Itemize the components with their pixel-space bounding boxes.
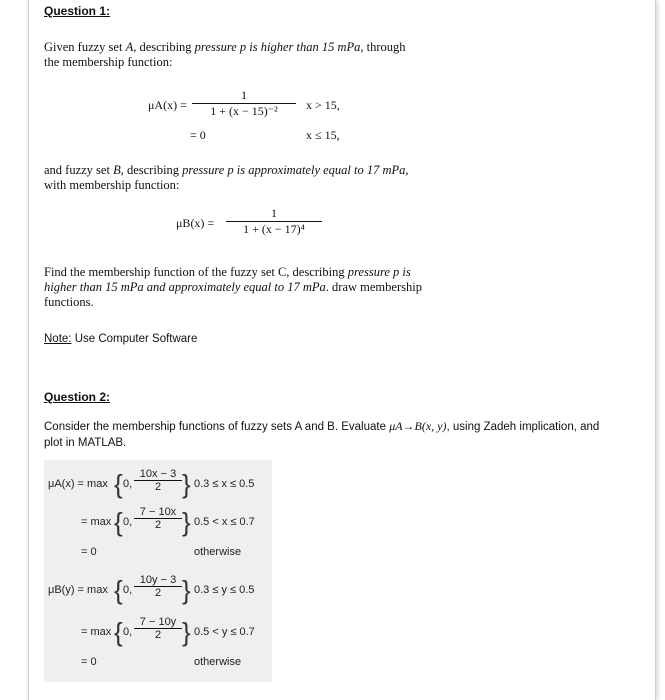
muA-row2: = max { 0, $\frac{7 - 10x}{2}$ } 0.5 < x ≤ 0.7 — [81, 506, 255, 537]
muA-cond1: x > 15, — [306, 98, 340, 112]
muB-lhs: μB(x) = — [176, 216, 215, 230]
muA-fraction: $\frac{1}{\text{1 + (x − 15)⁻²}}$ — [192, 88, 296, 119]
muA-lhs: μA(x) = — [148, 98, 187, 112]
muA-zero: = 0 — [190, 128, 206, 142]
q2-equations — [44, 460, 272, 682]
muB-formula — [176, 206, 376, 246]
muB-row2: = max { 0, $\frac{7 - 10y}{2}$ } 0.5 < y ≤ 0.7 — [81, 616, 255, 647]
q1-intro: Given fuzzy set A, describing pressure p is higher than 15 mPa, through the membership function: — [44, 40, 406, 69]
q2-title: Question 2: — [44, 390, 111, 404]
muA-cond2: x ≤ 15, — [306, 128, 340, 142]
q1-note: Note: Use Computer Software — [44, 333, 198, 345]
muA-row1: μA(x) = max { 0, $\frac{10x - 3}{2}$ } 0.3 ≤ x ≤ 0.5 — [48, 468, 255, 499]
muA-formula — [148, 88, 388, 148]
muB-fraction: $\frac{1}{\text{1 + (x − 17)⁴}}$ — [226, 206, 322, 237]
muA-row3: = 0 otherwise — [81, 546, 242, 558]
q1-title: Question 1: — [44, 4, 111, 18]
muB-row1: μB(y) = max { 0, $\frac{10y - 3}{2}$ } 0.3 ≤ y ≤ 0.5 — [48, 574, 255, 605]
q1-setB-text: and fuzzy set B, describing pressure p is approximately equal to 17 mPa, with membership function: — [44, 163, 409, 192]
q1-find-text: Find the membership function of the fuzzy set C, describing pressure p is higher than 15 mPa and approximately equal to 17 mPa. draw membership functions. — [44, 265, 422, 309]
q2-intro: Consider the membership functions of fuzzy sets A and B. Evaluate μA→B(x, y), using Zadeh implication, and plot in MATLAB. — [44, 419, 600, 449]
muB-row3: = 0 otherwise — [81, 656, 242, 668]
